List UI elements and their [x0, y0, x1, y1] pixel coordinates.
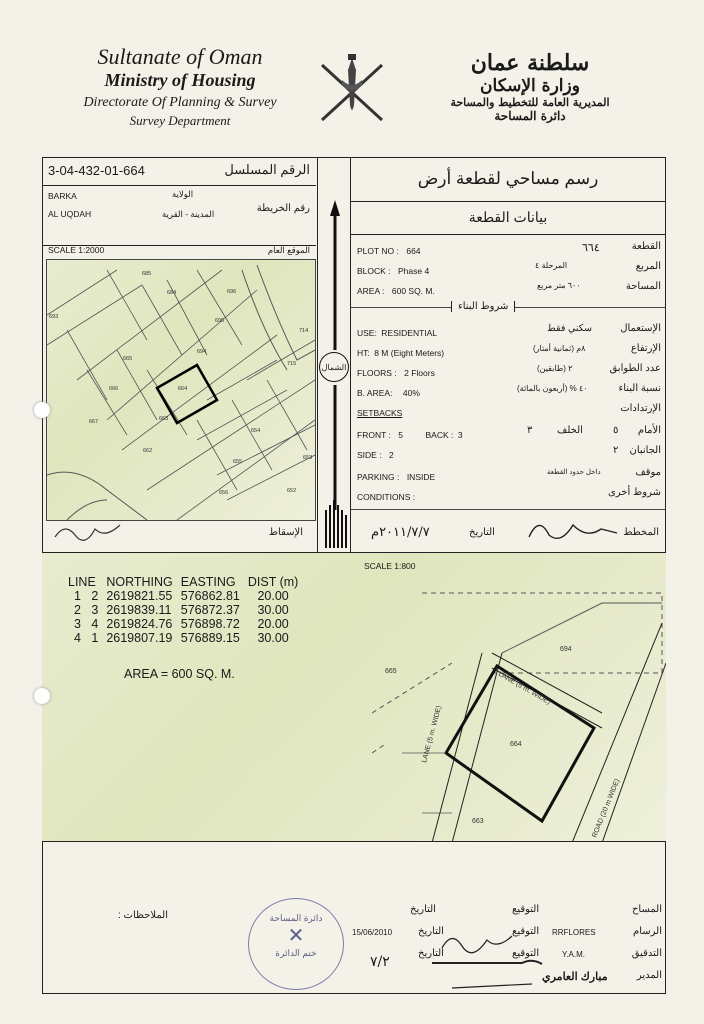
- planner-label: المخطط: [623, 527, 659, 538]
- building-area-row: B. AREA: 40% ٤٠ % (أربعون بالمائة) نسبة البناء: [357, 383, 661, 398]
- map-plot-663: 663: [159, 416, 169, 422]
- directorate-name-ar: المديرية العامة للتخطيط والمساحة: [450, 96, 610, 109]
- front-value: 5: [398, 430, 404, 440]
- projection-label: الإسقاط: [268, 527, 303, 538]
- map-plot-655: 655: [233, 459, 243, 465]
- binder-hole: [34, 688, 50, 704]
- block-row: BLOCK : Phase 4 المرحلة ٤ المربع: [357, 261, 661, 276]
- director-label: المدير: [636, 970, 662, 981]
- map-plot-664: 664: [178, 386, 188, 392]
- map-plot-714: 714: [299, 328, 309, 334]
- map-plot-684a: 684: [167, 290, 177, 296]
- block-value: Phase 4: [398, 266, 430, 276]
- conditions-info: [357, 323, 661, 507]
- table-row: 1 2 2619821.55 576862.81 20.00: [74, 589, 289, 603]
- side-row: SIDE : 2 ٢ الجانبان: [357, 445, 661, 460]
- area-value: 600 SQ. M.: [391, 286, 435, 296]
- header-english: [60, 44, 300, 129]
- parking-value: INSIDE: [406, 472, 436, 482]
- plot-data-title: بيانات القطعة: [468, 209, 548, 225]
- map-plot-656: 656: [219, 490, 229, 496]
- wilayat-value: BARKA: [48, 191, 77, 201]
- map-plot-665: 665: [123, 356, 133, 362]
- serial-row: [42, 157, 316, 186]
- map-plot-715: 715: [287, 361, 297, 367]
- wilayat-label: الولاية: [172, 189, 194, 199]
- use-row: USE: RESIDENTIAL سكني فقط الإستعمال: [357, 323, 661, 338]
- map-plot-662: 662: [143, 448, 153, 454]
- plot-665: 665: [385, 668, 397, 675]
- stamp-icon: ✕: [287, 925, 305, 947]
- country-name-ar: سلطنة عمان: [470, 50, 590, 76]
- plot-no-value: 664: [406, 246, 421, 256]
- scale-2000: SCALE 1:2000: [48, 245, 105, 255]
- parking-row: PARKING : INSIDE داخل حدود القطعة موقف: [357, 467, 661, 482]
- wilayat-row: [42, 185, 316, 246]
- planner-signature: [521, 515, 621, 545]
- scale-800: SCALE 1:800: [364, 561, 416, 571]
- emblem-logo: [312, 50, 392, 130]
- right-panel: [350, 157, 666, 552]
- map-plot-654: 654: [251, 428, 261, 434]
- signature-left: [50, 517, 130, 547]
- drafter-name: RRFLORES: [552, 928, 596, 937]
- location-map: [46, 259, 316, 521]
- checker-label: التدقيق: [631, 948, 662, 959]
- department-name: Survey Department: [129, 113, 231, 128]
- map-plot-653: 653: [303, 455, 313, 461]
- height-value: 8 M (Eight Meters): [374, 348, 445, 358]
- drafter-label: الرسام: [633, 926, 662, 937]
- survey-drawing: [42, 552, 666, 842]
- side-value: 2: [389, 450, 394, 460]
- map-plot-685: 685: [142, 271, 152, 277]
- floors-value: 2 Floors: [404, 368, 435, 378]
- left-panel: [42, 157, 318, 552]
- map-number-label: رقم الخريطة: [256, 203, 310, 214]
- header-arabic: [440, 50, 620, 123]
- table-row: 3 4 2619824.76 576898.72 20.00: [74, 617, 289, 631]
- ministry-name: Ministry of Housing: [104, 70, 256, 90]
- office-stamp: دائرة المساحة ✕ ختم الدائرة: [248, 898, 344, 990]
- north-arrow: [319, 200, 351, 550]
- director-name: مبارك العامري: [542, 971, 608, 983]
- plot-drawing: [42, 553, 666, 842]
- highlighted-plot: [157, 365, 217, 423]
- director-date: ٧/٢: [370, 954, 390, 970]
- front-back-row: FRONT : 5 BACK : 3 ٣ الخلف ٥ الأمام: [357, 425, 661, 440]
- plot-663: 663: [472, 818, 484, 825]
- building-area-value: 40%: [402, 388, 420, 398]
- plot-no-row: PLOT NO : 664 ٦٦٤ القطعة: [357, 241, 661, 256]
- map-plot-667: 667: [89, 419, 99, 425]
- map-plot-693: 693: [49, 314, 59, 320]
- north-label: الشمال: [319, 352, 349, 382]
- area-summary: AREA = 600 SQ. M.: [124, 667, 235, 681]
- department-name-ar: دائرة المساحة: [494, 109, 566, 123]
- signatures-table: التاريخ التوقيع المساح 15/06/2010 التاريخ التوقيع RRFLORES الرسام التاريخ التوقيع Y.A.M. التدقيق ٧/٢ مبارك العامري المدير: [352, 902, 662, 992]
- use-value: RESIDENTIAL: [381, 328, 438, 338]
- back-value: 3: [457, 430, 463, 440]
- lane-label-2: LANE (5 m. WIDE): [421, 704, 444, 764]
- checker-name: Y.A.M.: [562, 950, 585, 959]
- lane-label-1: LANE (5 m. WIDE): [497, 670, 552, 707]
- area-row: AREA : 600 SQ. M. ٦٠٠ متر مربع المساحة: [357, 281, 661, 296]
- serial-label: الرقم المسلسل: [224, 162, 310, 177]
- table-row: 4 1 2619807.19 576889.15 30.00: [74, 631, 289, 645]
- building-conditions-title: شروط البناء: [451, 301, 515, 312]
- binder-hole: [34, 402, 50, 418]
- notes-label: الملاحظات :: [118, 910, 168, 921]
- planner-row: [351, 521, 665, 545]
- plot-664: 664: [510, 741, 522, 748]
- plot-info: [357, 241, 661, 301]
- footer-signatures: [432, 918, 552, 992]
- village-label: المدينة - القرية: [162, 209, 215, 219]
- country-name: Sultanate of Oman: [97, 44, 263, 69]
- floors-row: FLOORS : 2 Floors ٢ (طابقين) عدد الطوابق: [357, 363, 661, 378]
- height-row: HT: 8 M (Eight Meters) ٨م (ثمانية أمتار) الإرتفاع: [357, 343, 661, 358]
- map-plot-652: 652: [287, 488, 297, 494]
- plot-694: 694: [560, 646, 572, 653]
- setbacks-row: SETBACKS الإرتدادات: [357, 403, 661, 418]
- document-title: رسم مساحي لقطعة أرض: [417, 169, 599, 188]
- date-handwritten: ٢٠١١/٧/٧م: [371, 525, 430, 540]
- table-row: 2 3 2619839.11 576872.37 30.00: [74, 603, 289, 617]
- map-plot-696: 696: [227, 289, 237, 295]
- village-value: AL UQDAH: [48, 209, 92, 219]
- ministry-name-ar: وزارة الإسكان: [480, 76, 580, 96]
- conditions-row: CONDITIONS : شروط أخرى: [357, 487, 661, 502]
- serial-number: 3-04-432-01-664: [48, 163, 145, 178]
- surveyor-label: المساح: [631, 904, 662, 915]
- location-label: الموقع العام: [267, 245, 310, 255]
- directorate-name: Directorate Of Planning & Survey: [83, 95, 277, 110]
- footer-section: [42, 842, 666, 994]
- map-plot-695: 695: [215, 318, 225, 324]
- road-label: ROAD (20 m WIDE): [591, 778, 622, 839]
- map-plot-666: 666: [109, 386, 119, 392]
- drafter-date: 15/06/2010: [352, 928, 393, 937]
- planner-date-label: التاريخ: [469, 527, 495, 538]
- scale-row: [42, 245, 316, 259]
- table-header: LINE NORTHING EASTING DIST (m): [68, 575, 299, 589]
- map-plot-694: 694: [197, 349, 207, 355]
